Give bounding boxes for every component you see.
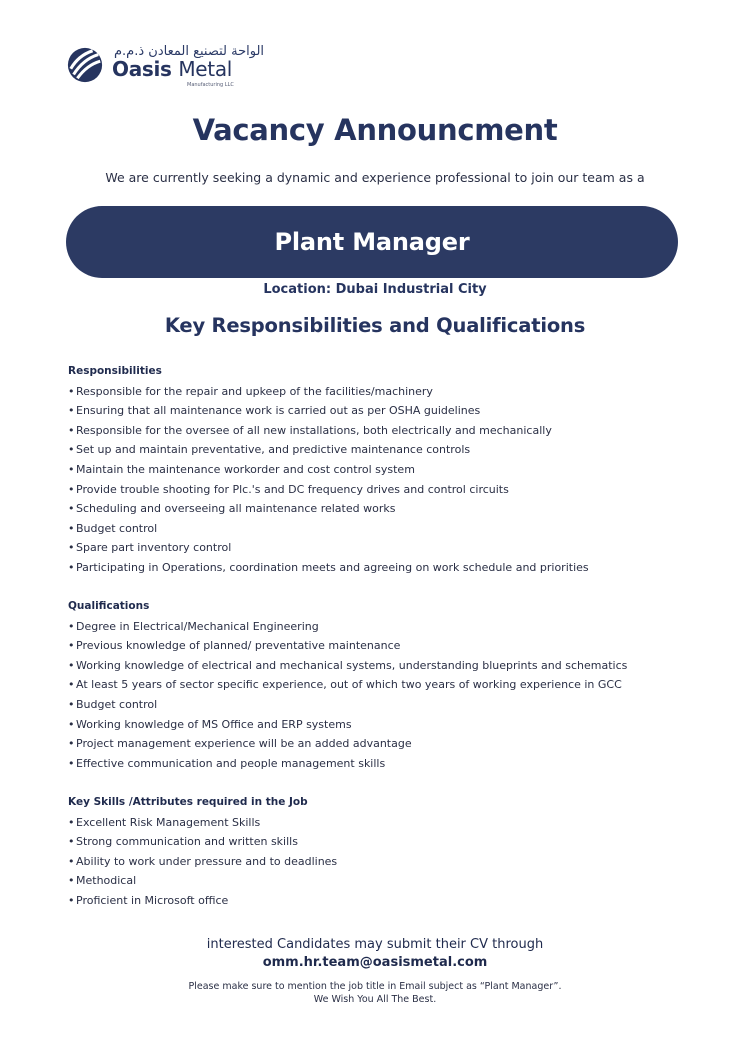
- qualifications-list: [68, 617, 708, 774]
- list-item: • Ensuring that all maintenance work is carried out as per OSHA guidelines: [68, 401, 708, 421]
- list-item: • Participating in Operations, coordination meets and agreeing on work schedule and priorities: [68, 558, 708, 578]
- list-item: • Methodical: [68, 871, 708, 891]
- list-item: • At least 5 years of sector specific experience, out of which two years of working experience in GCC: [68, 675, 708, 695]
- footer-note-wishes: We Wish You All The Best.: [313, 994, 437, 1005]
- responsibilities-section: [68, 362, 708, 578]
- apply-text: interested Candidates may submit their CV through: [206, 937, 544, 952]
- list-item: • Spare part inventory control: [68, 538, 708, 558]
- intro-text: We are currently seeking a dynamic and experience professional to join our team as a: [105, 170, 645, 185]
- list-item: • Maintain the maintenance workorder and cost control system: [68, 460, 708, 480]
- skills-heading: Key Skills /Attributes required in the Job: [68, 796, 308, 808]
- footer-note-subject: Please make sure to mention the job title in Email subject as “Plant Manager”.: [188, 981, 562, 992]
- position-title: Plant Manager: [274, 228, 470, 256]
- qualifications-section: [68, 597, 708, 773]
- list-item: • Provide trouble shooting for Plc.'s and DC frequency drives and control circuits: [68, 480, 708, 500]
- apply-instructions: [0, 936, 750, 972]
- list-item: • Budget control: [68, 519, 708, 539]
- list-item: • Previous knowledge of planned/ preventative maintenance: [68, 636, 708, 656]
- section-title: Key Responsibilities and Qualifications: [164, 314, 586, 337]
- list-item: • Effective communication and people management skills: [68, 754, 708, 774]
- logo-name-bold: Oasis: [112, 57, 172, 81]
- skills-section: [68, 793, 708, 911]
- list-item: • Working knowledge of electrical and mechanical systems, understanding blueprints and schematics: [68, 656, 708, 676]
- page-title: Vacancy Announcment: [192, 113, 558, 147]
- logo-arabic-name: الواحة لتصنيع المعادن ذ.م.م: [114, 44, 265, 59]
- logo-name-light: Metal: [178, 57, 233, 81]
- apply-email[interactable]: omm.hr.team@oasismetal.com: [262, 955, 488, 970]
- list-item: • Responsible for the oversee of all new installations, both electrically and mechanically: [68, 421, 708, 441]
- list-item: • Project management experience will be an added advantage: [68, 734, 708, 754]
- list-item: • Working knowledge of MS Office and ERP systems: [68, 715, 708, 735]
- list-item: • Excellent Risk Management Skills: [68, 813, 708, 833]
- qualifications-heading: Qualifications: [68, 600, 150, 612]
- list-item: • Ability to work under pressure and to deadlines: [68, 852, 708, 872]
- job-location: Location: Dubai Industrial City: [263, 282, 487, 297]
- responsibilities-list: [68, 382, 708, 578]
- position-banner: [66, 206, 678, 278]
- oasis-metal-logo-icon: [66, 46, 104, 84]
- responsibilities-heading: Responsibilities: [68, 365, 162, 377]
- logo-company-name: [112, 57, 232, 81]
- list-item: • Proficient in Microsoft office: [68, 891, 708, 911]
- list-item: • Set up and maintain preventative, and predictive maintenance controls: [68, 440, 708, 460]
- list-item: • Responsible for the repair and upkeep of the facilities/machinery: [68, 382, 708, 402]
- logo-subtitle: Manufacturing LLC: [187, 82, 234, 88]
- footer-note: [0, 980, 750, 1006]
- list-item: • Scheduling and overseeing all maintenance related works: [68, 499, 708, 519]
- list-item: • Budget control: [68, 695, 708, 715]
- list-item: • Degree in Electrical/Mechanical Engineering: [68, 617, 708, 637]
- company-logo: [66, 44, 266, 94]
- skills-list: [68, 813, 708, 911]
- list-item: • Strong communication and written skills: [68, 832, 708, 852]
